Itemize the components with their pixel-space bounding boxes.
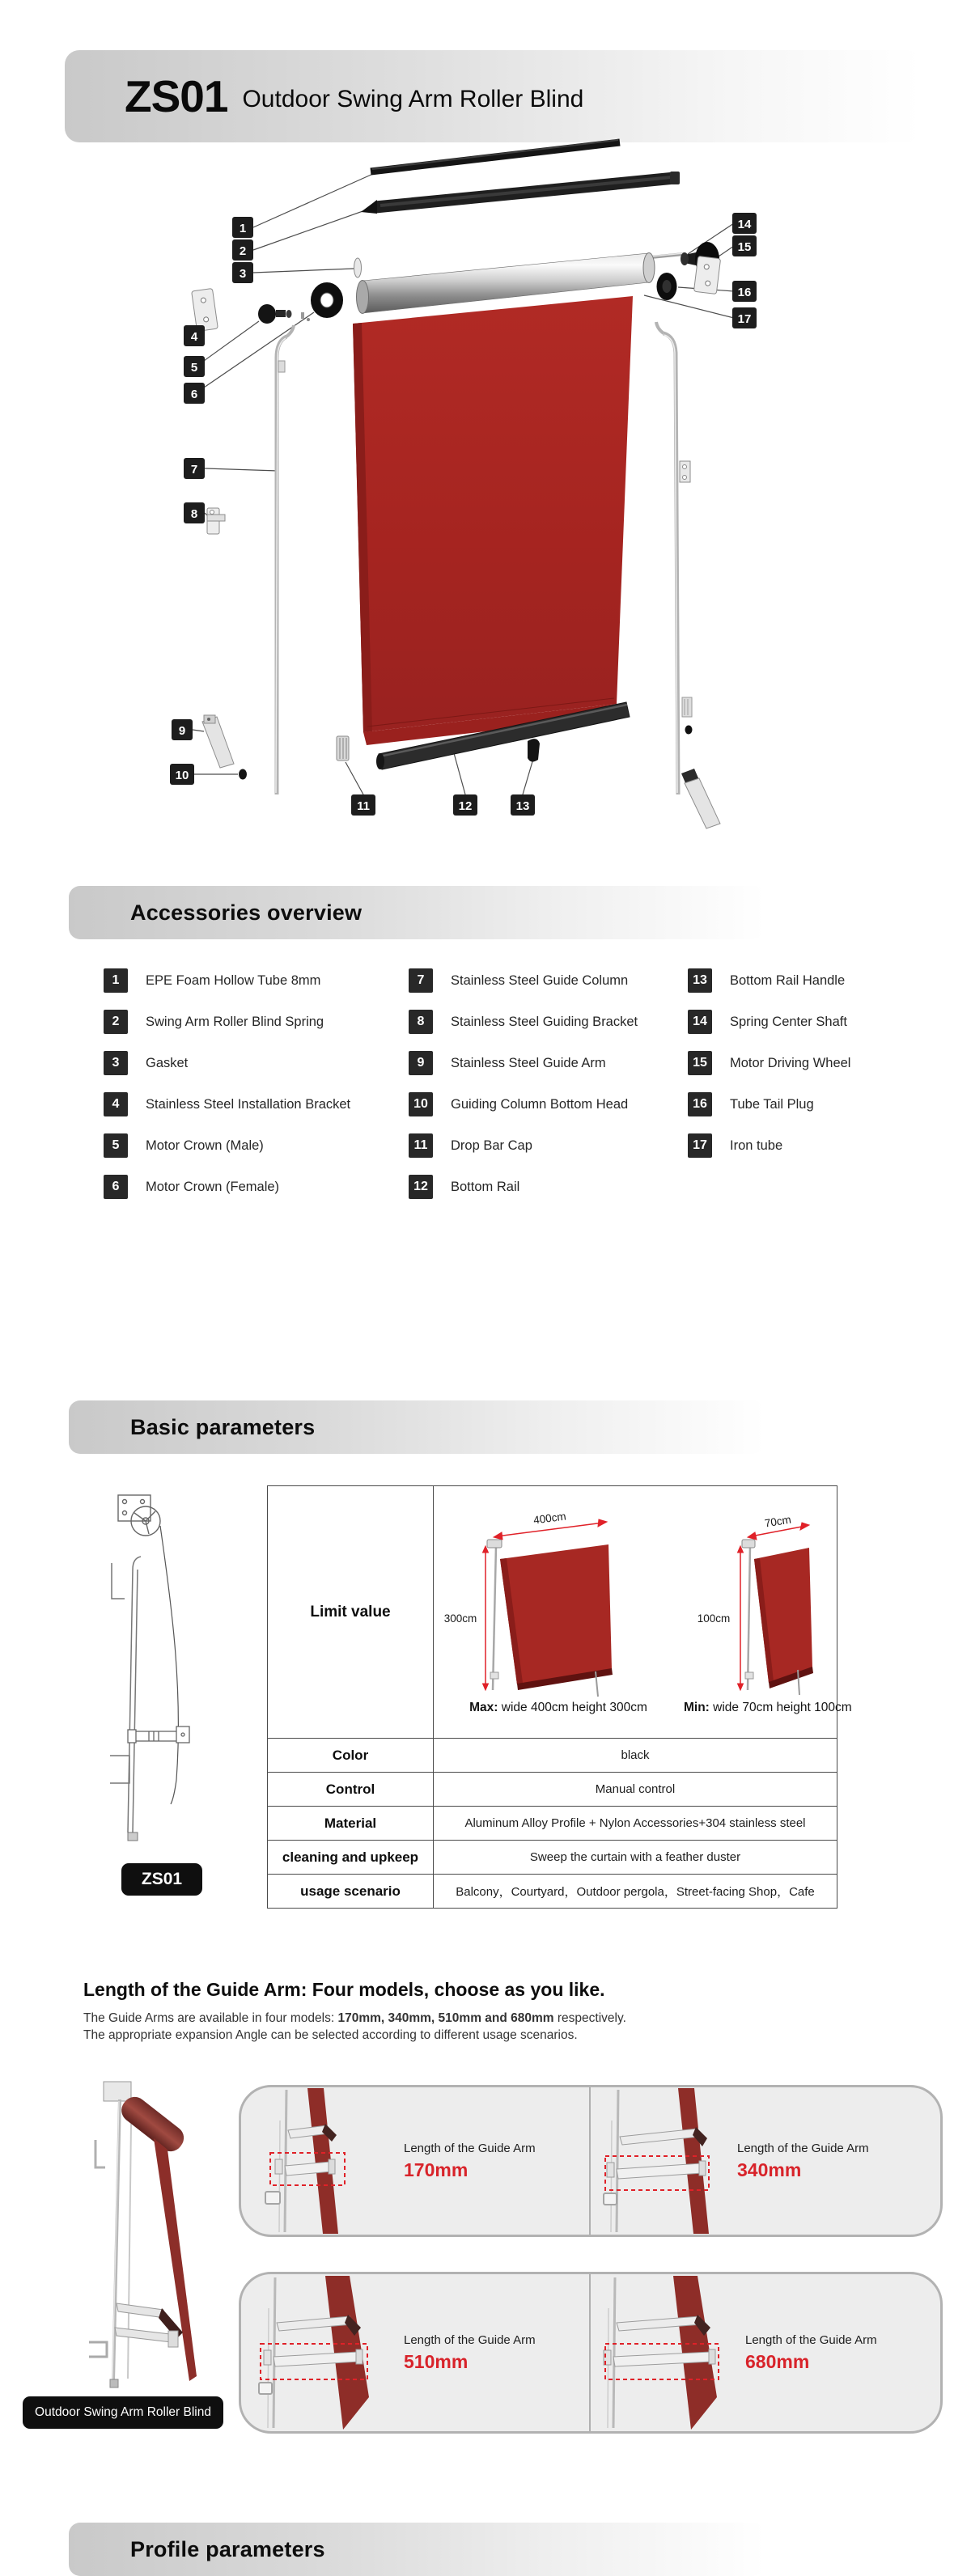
svg-text:16: 16 xyxy=(737,286,752,299)
item-label: Iron tube xyxy=(730,1138,783,1153)
guide-arm-caption: Length of the Guide Arm xyxy=(404,2332,536,2347)
paragraph-line-2: The appropriate expansion Angle can be selected according to different usage scenarios. xyxy=(83,2028,578,2042)
svg-text:8: 8 xyxy=(190,507,198,521)
item-label: Tube Tail Plug xyxy=(730,1096,814,1112)
item-label: Motor Crown (Male) xyxy=(146,1138,264,1153)
row-label: Limit value xyxy=(268,1486,434,1738)
max-diagram xyxy=(444,1510,613,1697)
part-swing-arm-spring xyxy=(361,172,680,214)
model-code: ZS01 xyxy=(125,71,228,121)
svg-text:15: 15 xyxy=(737,240,752,254)
item-label: Gasket xyxy=(146,1055,189,1070)
row-label: usage scenario xyxy=(268,1875,434,1908)
side-profile-drawing xyxy=(95,1489,253,1853)
guide-arm-cell-340 xyxy=(591,2087,940,2235)
row-value: Balcony，Courtyard，Outdoor pergola，Street-facing Shop，Cafe xyxy=(456,1885,815,1899)
tag-6 xyxy=(184,383,205,404)
svg-text:2: 2 xyxy=(239,244,247,258)
list-item xyxy=(104,1051,350,1075)
list-item xyxy=(409,1092,638,1116)
list-item xyxy=(104,1133,350,1158)
guide-arm-panel-top xyxy=(239,2085,943,2237)
item-label: Drop Bar Cap xyxy=(451,1138,532,1153)
part-motor-crown-female xyxy=(311,282,343,318)
item-number: 4 xyxy=(104,1092,128,1116)
line1-pre: The Guide Arms are available in four models: xyxy=(83,2011,338,2025)
item-number: 11 xyxy=(409,1133,433,1158)
min-text: wide 70cm height 100cm xyxy=(709,1701,852,1714)
guide-arm-caption: Length of the Guide Arm xyxy=(404,2141,536,2155)
min-caption xyxy=(684,1701,852,1715)
svg-text:100cm: 100cm xyxy=(697,1612,731,1625)
svg-text:11: 11 xyxy=(357,799,370,813)
item-number: 6 xyxy=(104,1175,128,1199)
svg-text:3: 3 xyxy=(239,267,247,281)
limit-cell xyxy=(434,1486,852,1738)
row-value: Manual control xyxy=(595,1782,676,1796)
list-item xyxy=(104,1010,350,1034)
max-text: wide 400cm height 300cm xyxy=(498,1701,647,1714)
accessories-column-3 xyxy=(688,968,850,1175)
item-label: Guiding Column Bottom Head xyxy=(451,1096,629,1112)
tag-3 xyxy=(232,262,253,283)
guide-arm-text xyxy=(404,2333,536,2373)
tag-15 xyxy=(732,235,757,256)
part-installation-bracket-right xyxy=(693,256,720,294)
svg-text:5: 5 xyxy=(190,361,198,375)
table-row-limit xyxy=(268,1486,852,1738)
guide-arm-cell-170 xyxy=(241,2087,591,2235)
line1-post: respectively. xyxy=(553,2011,626,2025)
item-label: Stainless Steel Guide Arm xyxy=(451,1055,606,1070)
svg-text:4: 4 xyxy=(190,330,198,344)
item-label: Motor Driving Wheel xyxy=(730,1055,851,1070)
guide-arm-text xyxy=(737,2142,869,2181)
list-item xyxy=(688,1051,850,1075)
table-row-control xyxy=(268,1772,837,1806)
row-value: Sweep the curtain with a feather duster xyxy=(529,1850,741,1864)
product-render xyxy=(32,2075,235,2399)
tag-1 xyxy=(232,217,253,238)
table-row-material xyxy=(268,1806,837,1840)
item-number: 3 xyxy=(104,1051,128,1075)
accessories-column-1 xyxy=(104,968,350,1216)
item-label: Swing Arm Roller Blind Spring xyxy=(146,1014,324,1029)
tag-12 xyxy=(453,794,477,816)
guide-arm-caption: Length of the Guide Arm xyxy=(737,2141,869,2155)
svg-text:12: 12 xyxy=(458,799,473,813)
accessories-band xyxy=(69,886,765,939)
guide-arm-cell-510 xyxy=(241,2274,591,2431)
part-drop-bar-cap xyxy=(337,736,349,761)
list-item xyxy=(104,1175,350,1199)
svg-text:7: 7 xyxy=(190,463,198,477)
item-number: 16 xyxy=(688,1092,712,1116)
guide-arm-length: 170mm xyxy=(404,2159,469,2180)
guide-arm-diagram xyxy=(254,2088,396,2234)
list-item xyxy=(688,968,850,993)
list-item xyxy=(409,1010,638,1034)
item-number: 2 xyxy=(104,1010,128,1034)
tag-14 xyxy=(732,213,757,234)
tag-8 xyxy=(184,502,205,523)
paragraph-line-1 xyxy=(83,2010,626,2027)
part-bottom-rail-handle xyxy=(528,739,540,761)
product-name-badge: Outdoor Swing Arm Roller Blind xyxy=(23,2396,223,2429)
list-item xyxy=(409,968,638,993)
item-label: Motor Crown (Female) xyxy=(146,1179,280,1194)
row-value: black xyxy=(621,1748,650,1762)
guide-arm-caption: Length of the Guide Arm xyxy=(745,2332,877,2347)
item-number: 8 xyxy=(409,1010,433,1034)
guide-arm-panel-bottom xyxy=(239,2272,943,2434)
line1-models: 170mm, 340mm, 510mm and 680mm xyxy=(337,2011,554,2025)
profile-parameters-title: Profile parameters xyxy=(130,2536,325,2561)
tag-2 xyxy=(232,239,253,261)
row-label: Color xyxy=(268,1739,434,1772)
tag-4 xyxy=(184,325,205,346)
tag-11 xyxy=(351,794,375,816)
part-tube-tail-plug xyxy=(657,273,677,300)
min-diagram xyxy=(698,1514,813,1695)
part-right-end-bits xyxy=(682,697,693,735)
item-label: EPE Foam Hollow Tube 8mm xyxy=(146,972,321,988)
list-item xyxy=(688,1010,850,1034)
tag-10 xyxy=(170,764,194,785)
item-number: 15 xyxy=(688,1051,712,1075)
basic-parameters-title: Basic parameters xyxy=(130,1414,316,1439)
svg-text:9: 9 xyxy=(178,724,186,738)
item-label: Stainless Steel Installation Bracket xyxy=(146,1096,351,1112)
part-installation-bracket-left xyxy=(192,288,218,331)
max-prefix: Max: xyxy=(469,1701,498,1714)
item-number: 7 xyxy=(409,968,433,993)
guide-arm-length: 340mm xyxy=(737,2159,802,2180)
item-number: 14 xyxy=(688,1010,712,1034)
svg-text:14: 14 xyxy=(737,218,752,231)
parameters-table xyxy=(267,1485,852,1909)
item-number: 5 xyxy=(104,1133,128,1158)
item-label: Stainless Steel Guiding Bracket xyxy=(451,1014,638,1029)
guide-arm-heading: Length of the Guide Arm: Four models, choose as you like. xyxy=(83,1979,605,2000)
tag-17 xyxy=(732,307,757,328)
guide-arm-cell-680 xyxy=(591,2274,940,2431)
part-guide-column-left xyxy=(276,325,294,794)
row-label: Material xyxy=(268,1807,434,1840)
tag-13 xyxy=(511,794,535,816)
part-guide-arm-right xyxy=(681,769,720,828)
part-fabric xyxy=(353,296,633,745)
guide-arm-diagram xyxy=(604,2088,729,2234)
guide-arm-diagram xyxy=(254,2276,396,2430)
list-item xyxy=(409,1133,638,1158)
tag-16 xyxy=(732,281,757,302)
max-caption xyxy=(437,1701,680,1715)
part-guide-column-right xyxy=(656,322,690,794)
svg-text:400cm: 400cm xyxy=(532,1510,567,1527)
guide-arm-text xyxy=(404,2142,536,2181)
table-row-color xyxy=(268,1738,837,1772)
min-prefix: Min: xyxy=(684,1701,710,1714)
list-item xyxy=(688,1133,850,1158)
list-item xyxy=(104,968,350,993)
page-title: Outdoor Swing Arm Roller Blind xyxy=(242,86,584,112)
item-label: Spring Center Shaft xyxy=(730,1014,847,1029)
accessories-title: Accessories overview xyxy=(130,900,363,925)
item-label: Stainless Steel Guide Column xyxy=(451,972,629,988)
item-number: 10 xyxy=(409,1092,433,1116)
item-number: 9 xyxy=(409,1051,433,1075)
part-gasket xyxy=(354,258,362,278)
tag-7 xyxy=(184,458,205,479)
table-row-cleaning xyxy=(268,1840,837,1874)
part-guide-arm-left xyxy=(202,715,234,768)
table-row-usage xyxy=(268,1874,837,1908)
guide-arm-diagram xyxy=(604,2276,737,2430)
svg-text:1: 1 xyxy=(239,222,247,235)
svg-text:17: 17 xyxy=(737,312,752,326)
row-value: Aluminum Alloy Profile + Nylon Accessories+304 stainless steel xyxy=(464,1816,806,1830)
tag-9 xyxy=(172,719,193,740)
item-number: 12 xyxy=(409,1175,433,1199)
list-item xyxy=(104,1092,350,1116)
basic-parameters-band xyxy=(69,1400,765,1454)
part-epe-foam-tube xyxy=(371,140,620,172)
item-label: Bottom Rail xyxy=(451,1179,520,1194)
row-label: cleaning and upkeep xyxy=(268,1841,434,1874)
item-number: 17 xyxy=(688,1133,712,1158)
list-item xyxy=(688,1092,850,1116)
part-column-bottom-head xyxy=(239,769,247,780)
svg-text:10: 10 xyxy=(175,769,189,782)
item-number: 13 xyxy=(688,968,712,993)
list-item xyxy=(409,1051,638,1075)
svg-text:13: 13 xyxy=(515,799,530,813)
item-label: Bottom Rail Handle xyxy=(730,972,846,988)
part-guiding-bracket-left xyxy=(207,508,225,534)
exploded-diagram xyxy=(0,121,971,882)
list-item xyxy=(409,1175,638,1199)
svg-text:6: 6 xyxy=(190,388,198,401)
svg-text:300cm: 300cm xyxy=(443,1612,477,1625)
row-label: Control xyxy=(268,1773,434,1806)
tag-5 xyxy=(184,356,205,377)
model-badge: ZS01 xyxy=(121,1863,202,1896)
accessories-column-2 xyxy=(409,968,638,1216)
guide-arm-paragraph xyxy=(83,2010,626,2044)
svg-text:70cm: 70cm xyxy=(763,1513,792,1530)
guide-arm-text xyxy=(745,2333,877,2373)
guide-arm-length: 510mm xyxy=(404,2350,469,2372)
item-number: 1 xyxy=(104,968,128,993)
guide-arm-length: 680mm xyxy=(745,2350,810,2372)
profile-parameters-band xyxy=(69,2523,765,2576)
